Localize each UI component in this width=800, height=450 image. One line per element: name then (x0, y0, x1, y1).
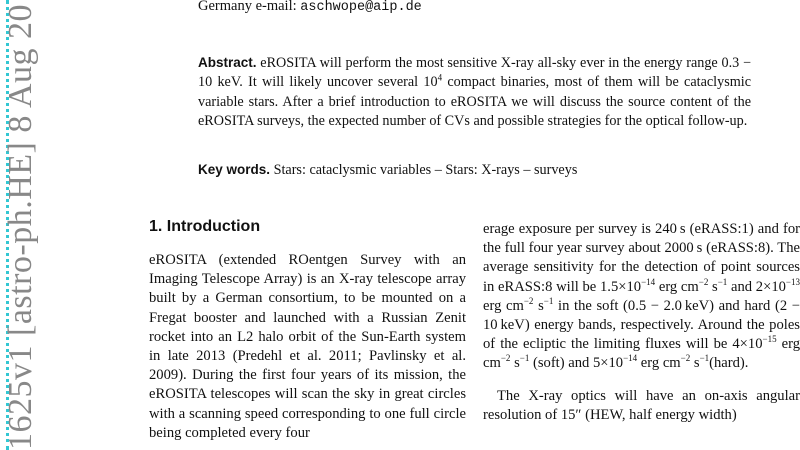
text-segment: s (533, 297, 544, 314)
exponent: −1 (543, 295, 554, 306)
text-segment: s (708, 278, 718, 295)
xray-optics-paragraph: The X-ray optics will have an on-axis angular resolution of 15″ (HEW, half energy width) (483, 387, 800, 423)
text-segment: (hard). (709, 355, 749, 372)
left-column (149, 251, 466, 443)
exponent: −1 (699, 353, 710, 364)
abstract (198, 53, 751, 131)
exponent: −2 (500, 353, 511, 364)
exponent: −13 (785, 276, 800, 287)
exponent: −1 (519, 353, 530, 364)
keywords-text: Stars: cataclysmic variables – Stars: X-rays – surveys (270, 162, 578, 178)
exposure-sensitivity-paragraph (483, 220, 800, 374)
abstract-text-2: compact binaries, most of them will be cataclysmic variable stars. After a brief introduction to eROSITA we will discuss the source content of the eROSITA surveys, the expected number of CVs and possible strategies for the optical follow-up. (198, 74, 751, 129)
text-segment: (soft) and 5×10 (529, 355, 624, 372)
section-title: 1. Introduction (149, 218, 261, 235)
right-column (483, 220, 800, 425)
exponent: −2 (523, 295, 534, 306)
exponent: −2 (698, 276, 709, 287)
text-segment: erg cm (637, 355, 681, 372)
abstract-exponent: 4 (437, 72, 443, 83)
exponent: −2 (680, 353, 691, 364)
author-affiliation-email (198, 0, 422, 15)
abstract-text-1: eROSITA will perform the most sensitive X-ray all-sky ever in the energy range 0.3 − 10 keV. It will likely uncover several 10 (198, 55, 751, 91)
exponent: −14 (641, 276, 656, 287)
text-segment: s (690, 355, 700, 372)
email-prefix: Germany e-mail: (198, 0, 301, 14)
keywords (198, 160, 751, 180)
text-segment: erg cm (655, 278, 699, 295)
text-segment: erg cm (483, 336, 800, 372)
arxiv-identifier: 1625v1 [astro-ph.HE] 8 Aug 20 (2, 3, 39, 450)
keywords-label: Key words. (198, 162, 271, 177)
text-segment: s (510, 355, 520, 372)
exponent: −15 (762, 334, 777, 345)
email-address: aschwope@aip.de (300, 0, 422, 15)
text-segment: erage exposure per survey is 240 s (eRASS:1) and for the full four year survey about 2000 s (eRASS:8). The average sensitivity for the detection of point sources in eRASS:8 will be 1.5×10 (483, 221, 800, 295)
exponent: −14 (623, 353, 638, 364)
abstract-label: Abstract. (198, 55, 257, 70)
exponent: −1 (717, 276, 728, 287)
intro-paragraph-1: eROSITA (extended ROentgen Survey with an Imaging Telescope Array) is an X-ray telescope array built by a German consortium, to be mounted on a Fregat booster and launched with a Russian Zenit rocket into an L2 halo orbit of the Sun-Earth system in late 2013 (Predehl et al. 2011; Pavlinsky et al. 2009). During the first four years of its mission, the eROSITA telescopes will scan the sky in great circles with a scanning speed corresponding to one full circle being completed every four (149, 252, 466, 441)
text-segment: and 2×10 (727, 278, 786, 295)
text-segment: in the soft (0.5 − 2.0 keV) and hard (2 − 10 keV) energy bands, respectively. Around the poles of the ecliptic the limiting fluxes will be 4×10 (483, 297, 800, 353)
text-segment: erg cm (483, 297, 524, 314)
